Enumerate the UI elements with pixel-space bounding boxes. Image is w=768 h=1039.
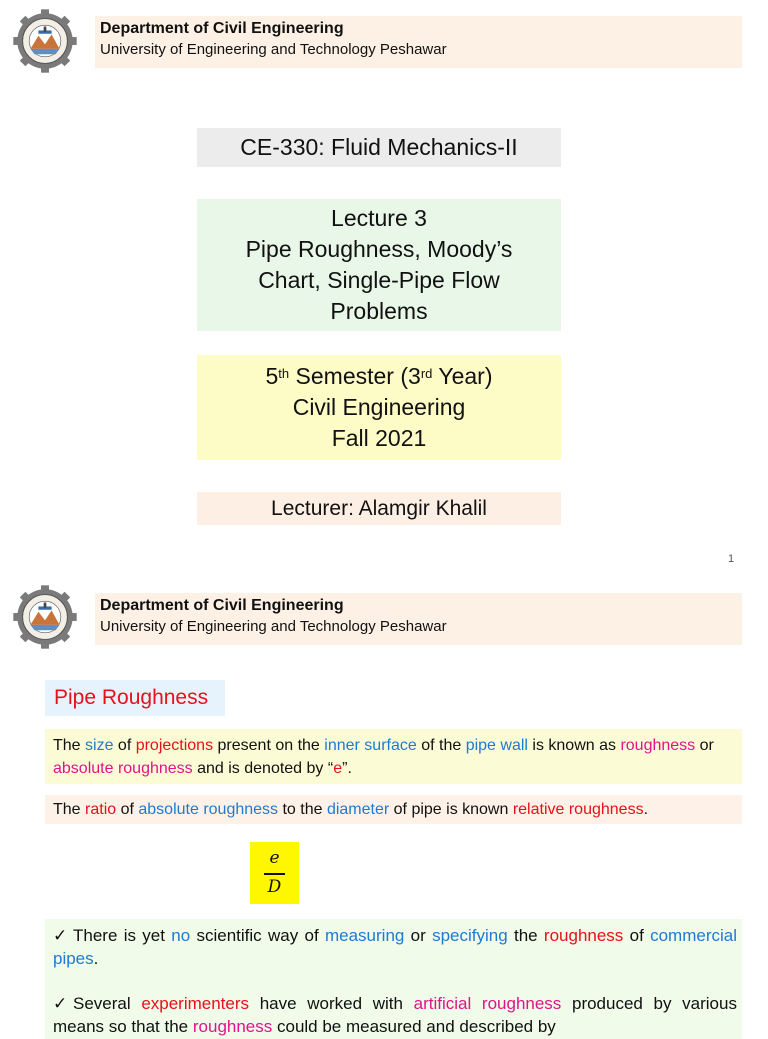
highlighted-term: roughness — [620, 737, 696, 754]
slide-title-text: Pipe Roughness — [54, 686, 209, 709]
university-name: University of Engineering and Technology Peshawar — [100, 41, 447, 58]
text-run: of pipe is known — [389, 801, 513, 818]
list-item — [53, 924, 737, 970]
text-run: could be measured and described by — [272, 1017, 556, 1036]
text-run: present on the — [213, 737, 325, 754]
university-logo — [12, 8, 78, 74]
year-number: (3 — [400, 363, 421, 389]
highlighted-term: absolute roughness — [53, 760, 193, 777]
highlighted-term: projections — [135, 737, 214, 754]
semester-suffix: th — [278, 366, 290, 381]
text-run: of — [113, 737, 136, 754]
list-item-text — [53, 994, 737, 1036]
course-title: CE-330: Fluid Mechanics-II — [197, 128, 561, 167]
semester-word: Semester — [295, 363, 394, 389]
highlighted-term: artificial roughness — [413, 994, 562, 1013]
text-run: of — [623, 926, 651, 945]
highlighted-term: absolute roughness — [138, 801, 279, 818]
text-run: of the — [416, 737, 466, 754]
highlighted-term: roughness — [543, 926, 624, 945]
highlighted-term: relative roughness — [512, 801, 644, 818]
text-run: There is yet — [73, 926, 172, 945]
relative-roughness-formula — [250, 842, 299, 904]
text-run: . — [643, 801, 649, 818]
text-run: of — [116, 801, 139, 818]
text-run: is known as — [527, 737, 621, 754]
text-run: The — [53, 737, 86, 754]
fraction-bar — [264, 873, 285, 875]
highlighted-term: measuring — [324, 926, 405, 945]
program-line: Civil Engineering — [292, 394, 466, 420]
text-run: or — [695, 737, 714, 754]
semester-number: 5 — [265, 363, 279, 389]
check-icon: ✓ — [53, 926, 68, 945]
highlighted-term: e — [333, 760, 343, 777]
bullet-list — [45, 919, 742, 1039]
list-item — [53, 992, 737, 1038]
text-run: the — [507, 926, 544, 945]
lecture-line: Chart, Single-Pipe Flow — [258, 267, 500, 293]
text-run: ”. — [342, 760, 352, 777]
highlighted-term: roughness — [192, 1017, 273, 1036]
check-icon: ✓ — [53, 994, 68, 1013]
text-run: Several — [73, 994, 142, 1013]
year-word: Year) — [438, 363, 493, 389]
header-band — [95, 16, 742, 68]
lecture-title-box — [197, 199, 561, 331]
highlighted-term: ratio — [85, 801, 117, 818]
page-number: 1 — [728, 553, 735, 565]
university-name: University of Engineering and Technology Peshawar — [100, 618, 447, 635]
semester-line — [197, 361, 561, 392]
highlighted-term: experimenters — [141, 994, 250, 1013]
text-run: to the — [278, 801, 327, 818]
highlighted-term: specifying — [432, 926, 508, 945]
definition-paragraph — [45, 729, 742, 784]
department-name: Department of Civil Engineering — [100, 20, 344, 37]
highlighted-term: diameter — [326, 801, 390, 818]
department-name: Department of Civil Engineering — [100, 597, 344, 614]
lecturer-name: Lecturer: Alamgir Khalil — [197, 492, 561, 525]
text-run: or — [404, 926, 433, 945]
slide-pipe-roughness — [0, 576, 768, 1036]
formula-denominator: D — [267, 877, 282, 897]
header-band — [95, 593, 742, 645]
slide-title-box — [45, 680, 225, 716]
highlighted-term: size — [85, 737, 114, 754]
text-run: . — [93, 949, 99, 968]
text-run: scientific way of — [190, 926, 325, 945]
highlighted-term: inner surface — [324, 737, 417, 754]
highlighted-term: no — [171, 926, 191, 945]
lecture-line: Pipe Roughness, Moody’s — [245, 236, 513, 262]
text-run: produced by various means so that the — [53, 994, 737, 1036]
term-line: Fall 2021 — [331, 425, 427, 451]
highlighted-term: pipe wall — [465, 737, 528, 754]
year-suffix: rd — [420, 366, 433, 381]
semester-box — [197, 355, 561, 460]
lecture-line: Problems — [330, 298, 428, 324]
formula-numerator: e — [269, 848, 280, 868]
list-item-text — [53, 926, 737, 968]
relative-roughness-paragraph — [45, 795, 742, 824]
university-logo — [12, 584, 78, 650]
text-run: have worked with — [249, 994, 414, 1013]
lecture-line: Lecture 3 — [331, 205, 427, 231]
text-run: The — [53, 801, 86, 818]
text-run: and is denoted by “ — [192, 760, 334, 777]
highlighted-term: commercial pipes — [53, 926, 737, 968]
